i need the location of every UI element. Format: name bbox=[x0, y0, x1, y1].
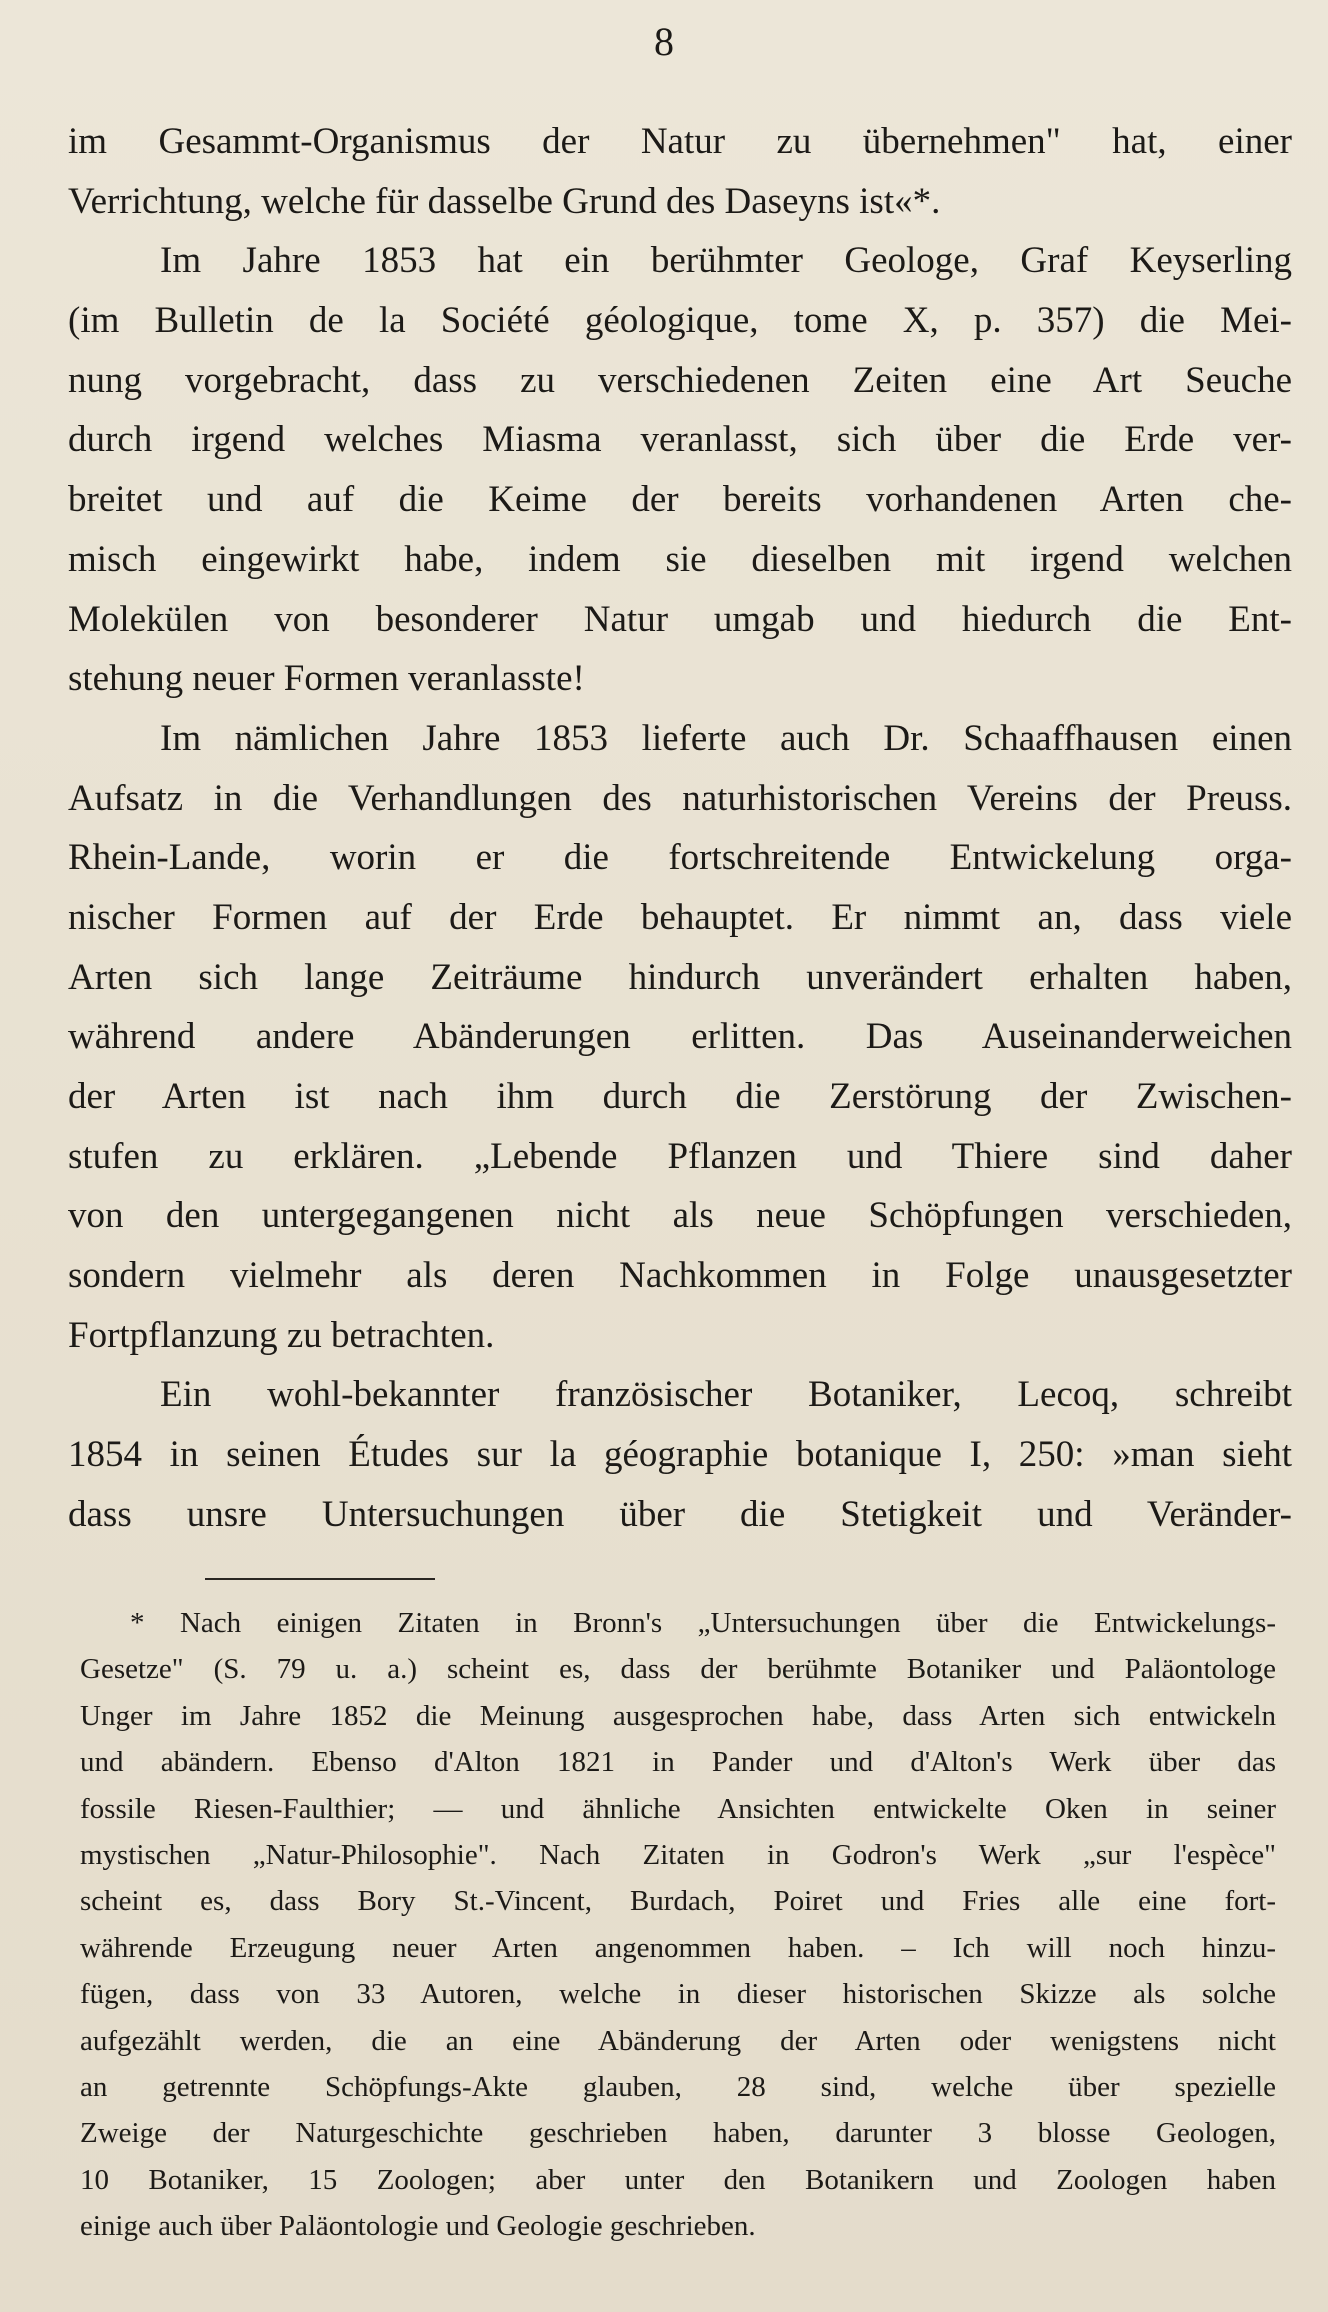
text-line: nischer Formen auf der Erde behauptet. Er nimmt an, dass viele bbox=[68, 896, 1292, 938]
text-line: während andere Abänderungen erlitten. Das Auseinanderweichen bbox=[68, 1016, 1292, 1058]
footnote-line: einige auch über Paläontologie und Geologie geschrieben. bbox=[80, 2210, 756, 2243]
footnote-line: und abändern. Ebenso d'Alton 1821 in Pander und d'Alton's Werk über das bbox=[80, 1746, 1276, 1779]
text-line: im Gesammt-Organismus der Natur zu übernehmen" hat, einer bbox=[68, 121, 1292, 162]
footnote-line: Unger im Jahre 1852 die Meinung ausgesprochen habe, dass Arten sich entwickeln bbox=[80, 1699, 1276, 1732]
text-line: Fortpflanzung zu betrachten. bbox=[68, 1314, 495, 1356]
text-line: Im nämlichen Jahre 1853 lieferte auch Dr. Schaaffhausen einen bbox=[160, 717, 1292, 759]
text-line: Ein wohl-bekannter französischer Botaniker, Lecoq, schreibt bbox=[160, 1374, 1292, 1416]
text-line: durch irgend welches Miasma veranlasst, sich über die Erde ver- bbox=[68, 419, 1292, 461]
footnote-line: fügen, dass von 33 Autoren, welche in dieser historischen Skizze als solche bbox=[80, 1978, 1276, 2011]
text-line: Verrichtung, welche für dasselbe Grund des Daseyns ist«*. bbox=[68, 180, 941, 222]
footnote-line: Zweige der Naturgeschichte geschrieben haben, darunter 3 blosse Geologen, bbox=[80, 2117, 1276, 2150]
text-line: Im Jahre 1853 hat ein berühmter Geologe, Graf Keyserling bbox=[160, 240, 1292, 282]
footnote-line: mystischen „Natur-Philosophie". Nach Zitaten in Godron's Werk „sur l'espèce" bbox=[80, 1838, 1276, 1871]
text-line: 1854 in seinen Études sur la géographie botanique I, 250: »man sieht bbox=[68, 1434, 1292, 1476]
text-line: stufen zu erklären. „Lebende Pflanzen und Thiere sind daher bbox=[68, 1135, 1292, 1177]
footnote-line: scheint es, dass Bory St.-Vincent, Burdach, Poiret und Fries alle eine fort- bbox=[80, 1885, 1276, 1918]
text-line: breitet und auf die Keime der bereits vorhandenen Arten che- bbox=[68, 479, 1292, 521]
footnote-line: 10 Botaniker, 15 Zoologen; aber unter den Botanikern und Zoologen haben bbox=[80, 2163, 1276, 2196]
text-line: Molekülen von besonderer Natur umgab und hiedurch die Ent- bbox=[68, 598, 1292, 640]
footnote-line: an getrennte Schöpfungs-Akte glauben, 28 sind, welche über spezielle bbox=[80, 2070, 1276, 2103]
text-line: Arten sich lange Zeiträume hindurch unverändert erhalten haben, bbox=[68, 956, 1292, 998]
footnote-line: aufgezählt werden, die an eine Abänderung der Arten oder wenigstens nicht bbox=[80, 2024, 1276, 2057]
text-line: von den untergegangenen nicht als neue Schöpfungen verschieden, bbox=[68, 1195, 1292, 1237]
text-line: misch eingewirkt habe, indem sie dieselben mit irgend welchen bbox=[68, 538, 1292, 580]
text-line: sondern vielmehr als deren Nachkommen in Folge unausgesetzter bbox=[68, 1255, 1292, 1297]
page-number: 8 bbox=[654, 19, 674, 64]
footnote-divider bbox=[205, 1578, 435, 1580]
text-line: stehung neuer Formen veranlasste! bbox=[68, 658, 585, 700]
text-line: nung vorgebracht, dass zu verschiedenen Zeiten eine Art Seuche bbox=[68, 359, 1292, 401]
text-line: dass unsre Untersuchungen über die Stetigkeit und Veränder- bbox=[68, 1493, 1292, 1535]
footnote-line: * Nach einigen Zitaten in Bronn's „Untersuchungen über die Entwickelungs- bbox=[130, 1607, 1276, 1639]
text-line: Rhein-Lande, worin er die fortschreitende Entwickelung orga- bbox=[68, 837, 1292, 879]
text-line: der Arten ist nach ihm durch die Zerstörung der Zwischen- bbox=[68, 1076, 1292, 1117]
text-line: (im Bulletin de la Société géologique, tome X, p. 357) die Mei- bbox=[68, 300, 1292, 342]
main-text bbox=[68, 112, 1292, 1545]
text-line: Aufsatz in die Verhandlungen des naturhistorischen Vereins der Preuss. bbox=[68, 777, 1292, 819]
footnote-line: Gesetze" (S. 79 u. a.) scheint es, dass der berühmte Botaniker und Paläontologe bbox=[80, 1653, 1276, 1686]
footnote-line: fossile Riesen-Faulthier; — und ähnliche Ansichten entwickelte Oken in seiner bbox=[80, 1792, 1276, 1825]
footnote-line: währende Erzeugung neuer Arten angenommen haben. – Ich will noch hinzu- bbox=[80, 1931, 1276, 1964]
footnote bbox=[80, 1600, 1276, 2249]
